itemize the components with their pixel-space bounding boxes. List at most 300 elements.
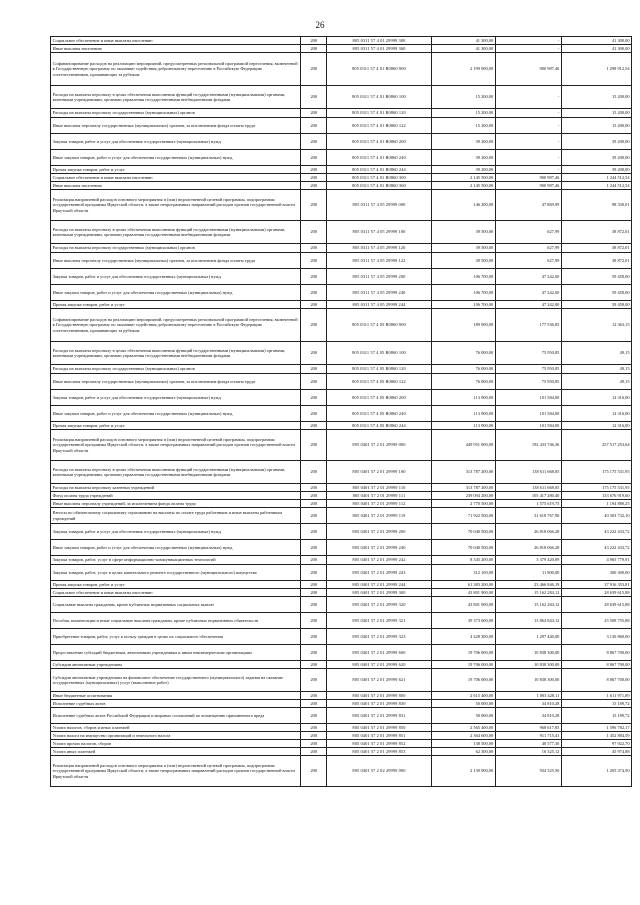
unexecuted-amount-cell: 41 300,00 [561,37,631,45]
line-code-cell: 200 [301,540,327,556]
table-row [51,508,632,524]
line-code-cell: 200 [301,748,327,756]
executed-amount-cell: 900 987,46 [495,53,561,86]
unexecuted-amount-cell: 257 517 253,64 [561,430,631,461]
executed-amount-cell: 34 810,28 [495,700,561,708]
classification-code-cell: 805 0311 57 4 01 R0860 240 [327,150,431,166]
line-code-cell: 200 [301,221,327,244]
executed-amount-cell: 47 242,00 [495,301,561,309]
approved-amount-cell: 113 900,00 [431,390,495,406]
expense-name-cell: Иные закупки товаров, работ и услуг для обеспечения государственных (муниципальных) нужд [51,285,301,301]
table-row [51,732,632,740]
approved-amount-cell: 2 145 500,00 [431,174,495,182]
executed-amount-cell: 16 325,12 [495,748,561,756]
classification-code-cell: 805 0311 57 4 05 R0860 120 [327,365,431,374]
expense-name-cell: Закупка товаров, работ и услуг для обеспечения государственных (муниципальных) нужд [51,390,301,406]
table-row [51,390,632,406]
classification-code-cell: 805 0401 57 2 01 29999 850 [327,724,431,732]
unexecuted-amount-cell: 97 922,70 [561,740,631,748]
table-row [51,669,632,692]
executed-amount-cell: 911 715,41 [495,732,561,740]
expense-name-cell: Взносы по обязательному социальному страхованию на выплаты по оплате труда работников и иные выплаты работникам учреждений [51,508,301,524]
unexecuted-amount-cell: 15 200,00 [561,86,631,109]
approved-amount-cell: 113 900,00 [431,406,495,422]
executed-amount-cell: 1 297 440,00 [495,629,561,645]
expense-name-cell: Прочая закупка товаров, работ и услуг [51,581,301,589]
line-code-cell: 200 [301,492,327,500]
unexecuted-amount-cell: 37 916 353,81 [561,581,631,589]
approved-amount-cell: 15 200,00 [431,109,495,118]
approved-amount-cell: 19 706 000,00 [431,661,495,669]
table-row [51,190,632,221]
classification-code-cell: 805 0311 57 4 05 29999 244 [327,301,431,309]
unexecuted-amount-cell: 1 205 374,50 [561,756,631,787]
unexecuted-amount-cell: 12 316,00 [561,390,631,406]
approved-amount-cell: 19 706 000,00 [431,645,495,661]
line-code-cell: 200 [301,406,327,422]
executed-amount-cell: 15 162 284,12 [495,597,561,613]
executed-amount-cell: 75 950,85 [495,374,561,390]
classification-code-cell: 805 0401 57 2 01 29999 621 [327,669,431,692]
approved-amount-cell: 106 700,00 [431,285,495,301]
table-row [51,301,632,309]
executed-amount-cell: 1 003 428,11 [495,692,561,700]
classification-code-cell: 805 0401 57 2 01 29999 852 [327,740,431,748]
approved-amount-cell: 106 700,00 [431,269,495,285]
executed-amount-cell: 75 950,85 [495,365,561,374]
approved-amount-cell: 76 000,00 [431,374,495,390]
unexecuted-amount-cell: 3 130 860,00 [561,629,631,645]
unexecuted-amount-cell: 8 867 700,00 [561,669,631,692]
table-row [51,724,632,732]
table-row [51,748,632,756]
expense-name-cell: Исполнение судебных актов Российской Федерации и мировых соглашений по возмещению причиненного вреда [51,708,301,724]
classification-code-cell: 805 0401 57 2 01 29999 853 [327,748,431,756]
expense-name-cell: Уплата налога на имущество организаций и земельного налога [51,732,301,740]
approved-amount-cell: 15 200,00 [431,118,495,134]
approved-amount-cell: 449 951 000,00 [431,430,495,461]
executed-amount-cell: 192 433 746,36 [495,430,561,461]
approved-amount-cell: 43 801 900,00 [431,597,495,613]
unexecuted-amount-cell: 15 200,00 [561,118,631,134]
approved-amount-cell: 70 040 500,00 [431,540,495,556]
executed-amount-cell: 138 611 668,05 [495,461,561,484]
approved-amount-cell: 39 200,00 [431,134,495,150]
expense-name-cell: Иные бюджетные ассигнования [51,692,301,700]
approved-amount-cell: 39 500,00 [431,253,495,269]
classification-code-cell: 805 0311 57 4 01 R0860 000 [327,53,431,86]
unexecuted-amount-cell: 1 194 880,25 [561,500,631,508]
expense-name-cell: Прочая закупка товаров, работ и услуг [51,422,301,430]
approved-amount-cell: 138 500,00 [431,740,495,748]
executed-amount-cell: 26 818 066,28 [495,524,561,540]
unexecuted-amount-cell: 28 639 615,88 [561,597,631,613]
approved-amount-cell: 2 615 400,00 [431,692,495,700]
table-row [51,500,632,508]
table-row [51,374,632,390]
unexecuted-amount-cell: 39 200,00 [561,150,631,166]
line-code-cell: 200 [301,374,327,390]
expense-name-cell: Расходы на выплаты персоналу государственных (муниципальных) органов [51,244,301,253]
classification-code-cell: 805 0311 57 4 01 R0860 244 [327,166,431,174]
executed-amount-cell: - [495,166,561,174]
line-code-cell: 200 [301,174,327,182]
table-row [51,492,632,500]
unexecuted-amount-cell: 59 458,00 [561,269,631,285]
executed-amount-cell: 40 577,30 [495,740,561,748]
expense-name-cell: Предоставление субсидий бюджетным, автономным учреждениям и иным некоммерческим организациям [51,645,301,661]
classification-code-cell: 805 0401 57 2 01 29999 851 [327,732,431,740]
executed-amount-cell: - [495,150,561,166]
expense-name-cell: Иные выплаты населению [51,182,301,190]
unexecuted-amount-cell: 39 200,00 [561,166,631,174]
expense-name-cell: Закупка товаров, работ, услуг в сфере информационно-коммуникационных технологий [51,556,301,565]
classification-code-cell: 805 0401 57 2 01 29999 200 [327,524,431,540]
classification-code-cell: 805 0311 57 4 01 R0860 300 [327,174,431,182]
executed-amount-cell: 26 818 066,28 [495,540,561,556]
expense-name-cell: Иные закупки товаров, работ и услуг для обеспечения государственных (муниципальных) нужд [51,150,301,166]
classification-code-cell: 805 0401 57 2 01 29999 800 [327,692,431,700]
line-code-cell: 200 [301,700,327,708]
unexecuted-amount-cell: 1 452 884,59 [561,732,631,740]
classification-code-cell: 805 0401 57 2 01 29999 323 [327,629,431,645]
classification-code-cell: 805 0401 57 2 01 29999 243 [327,565,431,581]
expense-name-cell: Уплата иных платежей [51,748,301,756]
executed-amount-cell: 10 838 300,00 [495,661,561,669]
executed-amount-cell: - [495,118,561,134]
line-code-cell: 200 [301,589,327,597]
unexecuted-amount-cell: 39 200,00 [561,134,631,150]
table-row [51,430,632,461]
classification-code-cell: 805 0311 57 4 05 R0860 200 [327,390,431,406]
expense-name-cell: Пособия, компенсации и иные социальные выплаты гражданам, кроме публичных нормативных обязательств [51,613,301,629]
classification-code-cell: 805 0311 57 4 05 R0860 244 [327,422,431,430]
approved-amount-cell: 189 900,00 [431,309,495,342]
table-row [51,524,632,540]
classification-code-cell: 805 0401 57 2 01 29999 300 [327,589,431,597]
approved-amount-cell: 2 565 400,00 [431,724,495,732]
table-row [51,589,632,597]
unexecuted-amount-cell: 1 596 782,17 [561,724,631,732]
expense-name-cell: Закупка товаров, работ и услуг для обеспечения государственных (муниципальных) нужд [51,269,301,285]
classification-code-cell: 805 0311 57 4 01 R0860 122 [327,118,431,134]
executed-amount-cell: 3 379 420,09 [495,556,561,565]
executed-amount-cell: 75 950,85 [495,342,561,365]
unexecuted-amount-cell: 4 965 779,91 [561,556,631,565]
table-row [51,484,632,492]
table-row [51,53,632,86]
table-row [51,565,632,581]
classification-code-cell: 805 0401 57 2 01 29999 831 [327,708,431,724]
line-code-cell: 200 [301,692,327,700]
executed-amount-cell: 627,99 [495,253,561,269]
unexecuted-amount-cell: 12 363,15 [561,309,631,342]
line-code-cell: 200 [301,422,327,430]
unexecuted-amount-cell: 25 508 755,88 [561,613,631,629]
approved-amount-cell: 62 300,00 [431,748,495,756]
line-code-cell: 200 [301,244,327,253]
approved-amount-cell: 41 300,00 [431,45,495,53]
table-row [51,309,632,342]
expense-name-cell: Закупка товаров, работ и услуг для обеспечения государственных (муниципальных) нужд [51,134,301,150]
line-code-cell: 200 [301,613,327,629]
classification-code-cell: 805 0401 57 2 01 29999 100 [327,461,431,484]
classification-code-cell: 805 0311 57 4 01 R0860 200 [327,134,431,150]
approved-amount-cell: 41 300,00 [431,37,495,45]
line-code-cell: 200 [301,190,327,221]
classification-code-cell: 805 0311 57 4 05 R0860 100 [327,342,431,365]
classification-code-cell: 805 0401 57 2 01 29999 620 [327,661,431,669]
approved-amount-cell: 239 094 200,00 [431,492,495,500]
line-code-cell: 200 [301,134,327,150]
approved-amount-cell: 313 787 200,00 [431,461,495,484]
unexecuted-amount-cell: 300 300,00 [561,565,631,581]
table-row [51,556,632,565]
unexecuted-amount-cell: 59 458,00 [561,301,631,309]
classification-code-cell: 805 0311 57 4 05 29999 120 [327,244,431,253]
classification-code-cell: 805 0401 57 2 01 29999 119 [327,508,431,524]
executed-amount-cell: - [495,37,561,45]
line-code-cell: 200 [301,118,327,134]
line-code-cell: 200 [301,342,327,365]
unexecuted-amount-cell: 59 458,00 [561,285,631,301]
line-code-cell: 200 [301,581,327,589]
line-code-cell: 200 [301,37,327,45]
classification-code-cell: 805 0311 57 4 01 R0860 100 [327,86,431,109]
table-row [51,629,632,645]
expense-name-cell: Иные выплаты населению [51,45,301,53]
classification-code-cell: 805 0311 57 4 05 R0860 122 [327,374,431,390]
expense-name-cell: Иные выплаты персоналу учреждений, за исключением фонда оплаты труда [51,500,301,508]
line-code-cell: 200 [301,629,327,645]
executed-amount-cell: - [495,134,561,150]
classification-code-cell: 805 0401 57 2 01 29999 320 [327,597,431,613]
line-code-cell: 200 [301,661,327,669]
table-row [51,269,632,285]
line-code-cell: 200 [301,500,327,508]
executed-amount-cell: 10 838 300,00 [495,669,561,692]
executed-amount-cell: 47 242,00 [495,269,561,285]
expense-name-cell: Расходы на выплаты персоналу в целях обеспечения выполнения функций государственными (муниципальными) органами, казенными учреждениями, органами управления государственными внебюджетными фондами [51,221,301,244]
expense-name-cell: Социальное обеспечение и иные выплаты населению [51,589,301,597]
approved-amount-cell: 61 383 200,00 [431,581,495,589]
executed-amount-cell: - [495,86,561,109]
table-row [51,285,632,301]
classification-code-cell: 805 0311 57 4 05 R0860 240 [327,406,431,422]
executed-amount-cell: 105 417 280,40 [495,492,561,500]
line-code-cell: 200 [301,365,327,374]
approved-amount-cell: 113 900,00 [431,422,495,430]
expense-name-cell: Социальное обеспечение и иные выплаты населению [51,37,301,45]
expense-name-cell: Софинансирование расходов на реализацию мероприятий, предусмотренных региональной программой переселения, включенной в Государственную программу по оказанию содействия добровольному переселению в Российскую Федерацию соотечественников, проживающих за рубежом [51,309,301,342]
table-row [51,708,632,724]
expense-name-cell: Социальное обеспечение и иные выплаты населению [51,174,301,182]
approved-amount-cell: 312 100,00 [431,565,495,581]
table-row [51,740,632,748]
unexecuted-amount-cell: 49,15 [561,342,631,365]
budget-execution-table [50,36,632,787]
table-row [51,692,632,700]
classification-code-cell: 805 0401 57 2 01 29999 600 [327,645,431,661]
expense-name-cell: Приобретение товаров, работ, услуг в пользу граждан в целях их социального обеспечения [51,629,301,645]
executed-amount-cell: 627,99 [495,244,561,253]
classification-code-cell: 805 0311 57 4 05 29999 122 [327,253,431,269]
classification-code-cell: 805 0311 57 4 05 29999 240 [327,285,431,301]
line-code-cell: 200 [301,53,327,86]
table-row [51,134,632,150]
expense-name-cell: Закупка товаров, работ и услуг для обеспечения государственных (муниципальных) нужд [51,524,301,540]
expense-name-cell: Реализация направлений расходов основного мероприятия и (или) ведомственной целевой программы, подпрограммы государственной программы Иркутской области, а также непрограммных направлений расходов органов государственной власти Иркутской области [51,190,301,221]
approved-amount-cell: 8 345 200,00 [431,556,495,565]
expense-name-cell: Субсидии автономным учреждениям на финансовое обеспечение государственного (муниципального) задания на оказание государственных (муниципальных) услуг (выполнение работ) [51,669,301,692]
classification-code-cell: 805 0401 57 2 01 29999 000 [327,430,431,461]
executed-amount-cell: 900 987,46 [495,182,561,190]
classification-code-cell: 805 0311 57 4 01 29999 300 [327,37,431,45]
line-code-cell: 200 [301,669,327,692]
classification-code-cell: 805 0311 57 4 01 R0860 360 [327,182,431,190]
expense-name-cell: Прочая закупка товаров, работ и услуг [51,301,301,309]
unexecuted-amount-cell: 38 872,01 [561,221,631,244]
unexecuted-amount-cell: 133 676 919,60 [561,492,631,500]
executed-amount-cell: - [495,109,561,118]
approved-amount-cell: 39 500,00 [431,221,495,244]
table-row [51,174,632,182]
line-code-cell: 200 [301,269,327,285]
unexecuted-amount-cell: 15 189,72 [561,700,631,708]
executed-amount-cell: 11 800,00 [495,565,561,581]
line-code-cell: 200 [301,253,327,269]
unexecuted-amount-cell: 38 872,01 [561,253,631,269]
line-code-cell: 200 [301,484,327,492]
classification-code-cell: 805 0401 57 2 01 29999 110 [327,484,431,492]
table-row [51,597,632,613]
expense-name-cell: Реализация направлений расходов основного мероприятия и (или) ведомственной целевой программы, подпрограммы государственной программы Иркутской области, а также непрограммных направлений расходов органов государственной власти Иркутской области [51,756,301,787]
table-row [51,182,632,190]
expense-name-cell: Уплата прочих налогов, сборов [51,740,301,748]
classification-code-cell: 805 0401 57 2 01 29999 242 [327,556,431,565]
expense-name-cell: Софинансирование расходов на реализацию мероприятий, предусмотренных региональной программой переселения, включенной в Государственную программу по оказанию содействия добровольному переселению в Российскую Федерацию соотечественников, проживающих за рубежом [51,53,301,86]
expense-name-cell: Иные закупки товаров, работ и услуг для обеспечения государственных (муниципальных) нужд [51,406,301,422]
approved-amount-cell: 76 000,00 [431,342,495,365]
page-number: 26 [315,20,325,30]
unexecuted-amount-cell: 12 316,00 [561,406,631,422]
unexecuted-amount-cell: 8 867 700,00 [561,645,631,661]
table-row [51,118,632,134]
line-code-cell: 200 [301,150,327,166]
unexecuted-amount-cell: 175 175 531,95 [561,461,631,484]
classification-code-cell: 805 0311 57 4 01 29999 360 [327,45,431,53]
unexecuted-amount-cell: 12 316,00 [561,422,631,430]
expense-name-cell: Реализация направлений расходов основного мероприятия и (или) ведомственной целевой программы, подпрограммы государственной программы Иркутской области, а также непрограммных направлений расходов органов государственной власти Иркутской области [51,430,301,461]
table-row [51,581,632,589]
line-code-cell: 200 [301,524,327,540]
approved-amount-cell: 39 200,00 [431,166,495,174]
classification-code-cell: 805 0311 57 4 05 29999 000 [327,190,431,221]
expense-name-cell: Расходы на выплаты персоналу в целях обеспечения выполнения функций государственными (муниципальными) органами, казенными учреждениями, органами управления государственными внебюджетными фондами [51,461,301,484]
unexecuted-amount-cell: 175 175 531,95 [561,484,631,492]
approved-amount-cell: 106 700,00 [431,301,495,309]
classification-code-cell: 805 0311 57 4 01 R0860 120 [327,109,431,118]
approved-amount-cell: 4 428 300,00 [431,629,495,645]
table-row [51,613,632,629]
executed-amount-cell: 23 466 846,19 [495,581,561,589]
line-code-cell: 200 [301,508,327,524]
line-code-cell: 200 [301,756,327,787]
expense-name-cell: Расходы на выплаты персоналу казенных учреждений [51,484,301,492]
approved-amount-cell: 50 000,00 [431,708,495,724]
executed-amount-cell: 968 617,83 [495,724,561,732]
approved-amount-cell: 76 000,00 [431,365,495,374]
expense-name-cell: Субсидии автономным учреждениям [51,661,301,669]
unexecuted-amount-cell: 38 872,01 [561,244,631,253]
executed-amount-cell: - [495,45,561,53]
approved-amount-cell: 313 787 200,00 [431,484,495,492]
table-row [51,661,632,669]
executed-amount-cell: 101 584,00 [495,390,561,406]
expense-name-cell: Расходы на выплаты персоналу государственных (муниципальных) органов [51,365,301,374]
executed-amount-cell: 1 575 619,75 [495,500,561,508]
line-code-cell: 200 [301,166,327,174]
unexecuted-amount-cell: 41 300,00 [561,45,631,53]
executed-amount-cell: 138 611 668,05 [495,484,561,492]
line-code-cell: 200 [301,645,327,661]
table-row [51,109,632,118]
line-code-cell: 200 [301,109,327,118]
approved-amount-cell: 15 200,00 [431,86,495,109]
expense-name-cell: Иные выплаты персоналу государственных (муниципальных) органов, за исключением фонда оплаты труда [51,253,301,269]
unexecuted-amount-cell: 43 222 433,72 [561,524,631,540]
table-row [51,700,632,708]
approved-amount-cell: 2 770 500,00 [431,500,495,508]
approved-amount-cell: 2 139 900,00 [431,756,495,787]
approved-amount-cell: 39 373 600,00 [431,613,495,629]
table-row [51,540,632,556]
table-row [51,37,632,45]
executed-amount-cell: 900 987,46 [495,174,561,182]
table-row [51,645,632,661]
executed-amount-cell: 13 864 844,12 [495,613,561,629]
classification-code-cell: 805 0401 57 2 02 29999 000 [327,756,431,787]
approved-amount-cell: 43 801 900,00 [431,589,495,597]
table-body [51,37,632,787]
approved-amount-cell: 39 500,00 [431,244,495,253]
unexecuted-amount-cell: 1 244 512,54 [561,182,631,190]
unexecuted-amount-cell: 98 330,01 [561,190,631,221]
unexecuted-amount-cell: 15 200,00 [561,109,631,118]
executed-amount-cell: 934 525,50 [495,756,561,787]
line-code-cell: 200 [301,556,327,565]
unexecuted-amount-cell: 1 611 971,89 [561,692,631,700]
unexecuted-amount-cell: 49,15 [561,365,631,374]
line-code-cell: 200 [301,301,327,309]
classification-code-cell: 805 0311 57 4 05 29999 100 [327,221,431,244]
unexecuted-amount-cell: 45 974,88 [561,748,631,756]
line-code-cell: 200 [301,430,327,461]
line-code-cell: 200 [301,309,327,342]
executed-amount-cell: 47 869,99 [495,190,561,221]
approved-amount-cell: 50 000,00 [431,700,495,708]
classification-code-cell: 805 0401 57 2 01 29999 112 [327,500,431,508]
executed-amount-cell: 627,99 [495,221,561,244]
executed-amount-cell: 101 584,00 [495,422,561,430]
line-code-cell: 200 [301,461,327,484]
table-row [51,342,632,365]
unexecuted-amount-cell: 1 244 512,54 [561,174,631,182]
line-code-cell: 200 [301,182,327,190]
unexecuted-amount-cell: 28 639 615,88 [561,589,631,597]
line-code-cell: 200 [301,740,327,748]
unexecuted-amount-cell: 40 303 732,10 [561,508,631,524]
